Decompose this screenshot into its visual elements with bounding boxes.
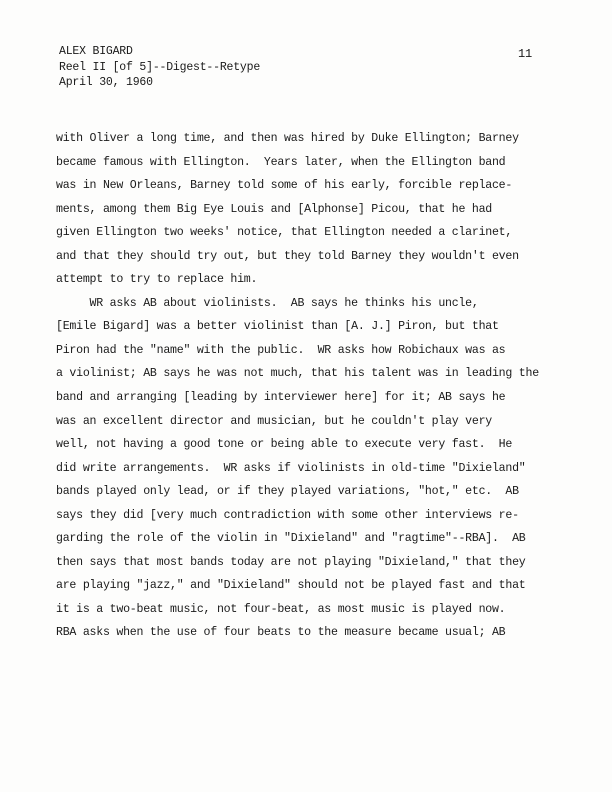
interview-date: April 30, 1960	[59, 76, 153, 89]
text-line: [Emile Bigard] was a better violinist than [A. J.] Piron, but that	[56, 320, 499, 334]
page-number: 11	[518, 47, 533, 61]
text-line: says they did [very much contradiction with some other interviews re-	[56, 508, 519, 522]
text-line: attempt to try to replace him.	[56, 273, 258, 287]
text-line: garding the role of the violin in "Dixieland" and "ragtime"--RBA]. AB	[56, 532, 526, 546]
text-line: a violinist; AB says he was not much, that his talent was in leading the	[56, 367, 539, 381]
interviewee-name: ALEX BIGARD	[59, 45, 133, 58]
text-line: did write arrangements. WR asks if violinists in old-time "Dixieland"	[56, 461, 526, 475]
document-header	[59, 44, 260, 91]
text-line: and that they should try out, but they told Barney they wouldn't even	[56, 249, 519, 263]
text-line: bands played only lead, or if they played variations, "hot," etc. AB	[56, 485, 519, 499]
text-line: given Ellington two weeks' notice, that Ellington needed a clarinet,	[56, 226, 513, 240]
text-line: ments, among them Big Eye Louis and [Alphonse] Picou, that he had	[56, 202, 492, 216]
text-line: with Oliver a long time, and then was hired by Duke Ellington; Barney	[56, 132, 519, 145]
reel-info: Reel II [of 5]--Digest--Retype	[59, 60, 261, 74]
text-line: then says that most bands today are not playing "Dixieland," that they	[56, 555, 526, 569]
text-line: was an excellent director and musician, but he couldn't play very	[56, 414, 492, 428]
text-line: well, not having a good tone or being able to execute very fast. He	[56, 438, 513, 452]
text-line: band and arranging [leading by interviewer here] for it; AB says he	[56, 391, 506, 405]
text-line: are playing "jazz," and "Dixieland" should not be played fast and that	[56, 579, 526, 593]
transcript-body	[56, 127, 586, 645]
text-line: RBA asks when the use of four beats to the measure became usual; AB	[56, 626, 506, 640]
text-line: Piron had the "name" with the public. WR asks how Robichaux was as	[56, 343, 506, 357]
text-line: was in New Orleans, Barney told some of his early, forcible replace-	[56, 179, 513, 193]
text-line: WR asks AB about violinists. AB says he thinks his uncle,	[56, 296, 479, 310]
text-line: it is a two-beat music, not four-beat, as most music is played now.	[56, 602, 506, 616]
text-line: became famous with Ellington. Years later, when the Ellington band	[56, 155, 506, 169]
